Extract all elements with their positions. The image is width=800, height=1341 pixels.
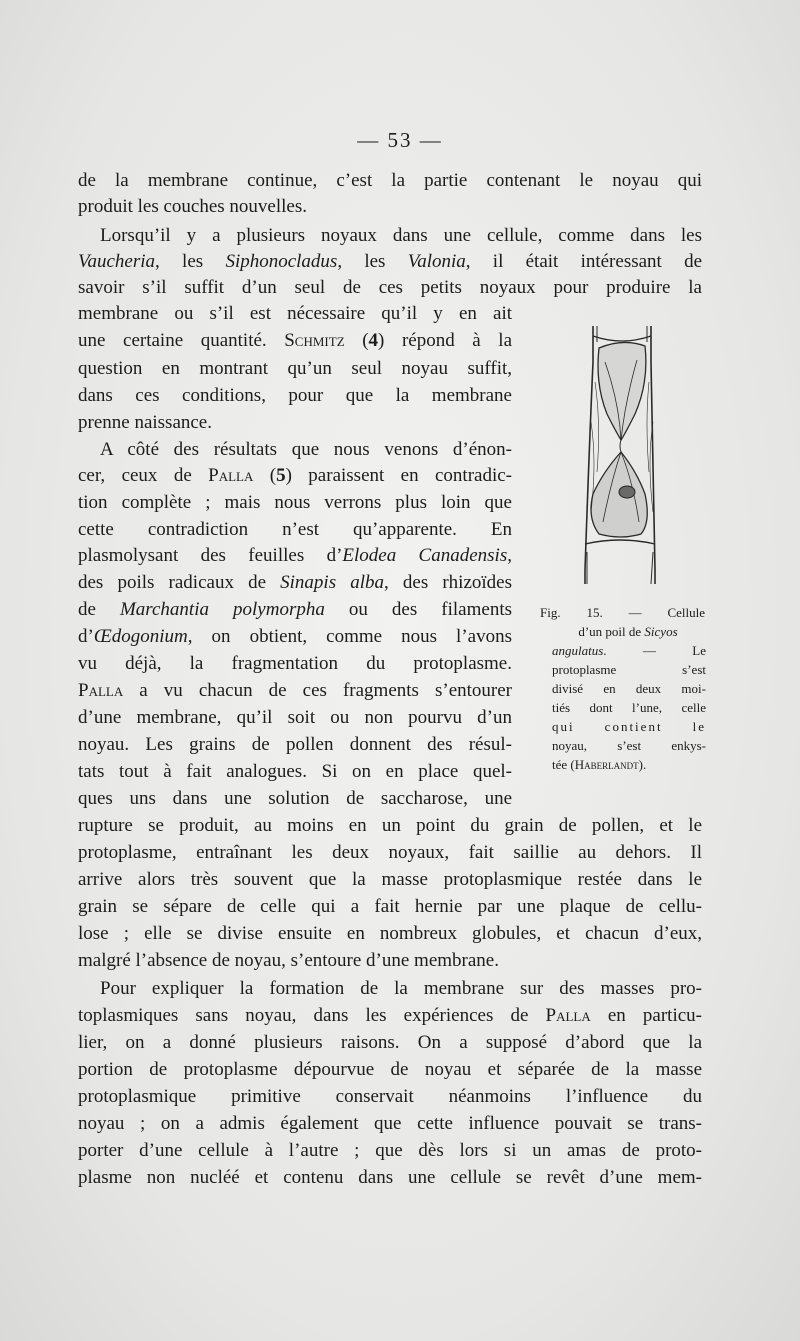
text-run: ( [253,465,277,486]
cell-wall-right [651,326,655,584]
text-run: une certaine quantité. [78,330,285,351]
text-line: ques uns dans une solution de saccharose, une [78,788,512,809]
text-line [78,1003,702,1029]
text-run: ou des filaments [324,599,513,620]
caption-line [552,756,706,773]
text-line: protoplasme, entraînant les deux noyaux, fait saillie au dehors. Il [78,842,702,863]
text-line [78,678,512,704]
text-line: prenne naissance. [78,412,212,433]
text-run: des poils radicaux de [78,572,281,593]
text-line: porter d’une cellule à l’autre ; que dès lors si un amas de proto- [78,1140,702,1161]
text-line [78,543,512,569]
text-run: , les [337,251,408,272]
text-run: d’ [78,626,94,647]
text-line: question en montrant qu’un seul noyau suffit, [78,358,512,379]
species-name: Marchantia polymorpha [119,599,325,620]
text-line [78,463,512,489]
text-line: A côté des résultats que nous venons d’énon- [100,439,512,460]
cell-illustration [575,322,661,590]
text-line [78,570,512,596]
text-line: grain se sépare de celle qui a fait hernie par une plaque de cellu- [78,896,702,917]
page-number: — 53 — [357,128,443,152]
species-name: angulatus [552,643,604,658]
text-run: ). [638,757,647,772]
text-run: , des rhizoïdes [384,572,512,593]
species-name: Vaucheria [78,251,156,272]
text-run: ( [344,330,369,351]
text-run: tée ( [552,757,575,772]
text-line: cette contradiction n’est qu’apparente. En [78,519,512,540]
text-run: , les [155,251,226,272]
text-line: arrive alors très souvent que la masse protoplasmique restée dans le [78,869,702,890]
text-run: en particu- [590,1005,702,1026]
species-name: Siphonocladus [225,251,338,272]
text-run: , on obtient, comme nous l’avons [187,626,512,647]
text-run: a vu chacun de ces fragments s’entourer [123,680,512,701]
caption-line: qui contient le [552,719,706,734]
text-line: produit les couches nouvelles. [78,196,308,217]
species-name: Valonia [407,251,466,272]
caption-line: divisé en deux moi- [552,681,706,696]
text-run: cer, ceux de [78,465,209,486]
text-run: , [507,545,512,566]
text-line: de la membrane continue, c’est la partie contenant le noyau qui [78,170,702,191]
species-name: Œdogonium [93,626,188,647]
text-line: noyau ; on a admis également que cette influence pouvait se trans- [78,1113,702,1134]
reference-number: 5 [276,465,286,486]
caption-line: noyau, s’est enkys- [552,738,706,753]
author-name: Haberlandt [574,757,639,772]
caption-line: protoplasme s’est [552,662,706,677]
text-run: . — Le [603,643,706,658]
text-line: savoir s’il suffit d’un seul de ces petits noyaux pour produire la [78,277,702,298]
caption-line [550,623,706,640]
author-name: Palla [208,465,254,486]
text-line: lose ; elle se divise ensuite en nombreux globules, et chacun d’eux, [78,923,702,944]
text-line: d’une membrane, qu’il soit ou non pourvu d’un [78,707,512,728]
text-run: d’un poil de [578,624,645,639]
text-line: tats tout à fait analogues. Si on en place quel- [78,761,512,782]
text-line: portion de protoplasme dépourvue de noyau et séparée de la masse [78,1059,702,1080]
caption-line: tiés dont l’une, celle [552,700,706,715]
text-run: ) paraissent en contradic- [285,465,512,486]
author-name: Palla [78,680,124,701]
text-run: toplasmiques sans noyau, dans les expériences de [78,1005,546,1026]
text-run: ) répond à la [378,330,513,351]
text-line: noyau. Les grains de pollen donnent des résul- [78,734,512,755]
text-line: tion complète ; mais nous verrons plus loin que [78,492,512,513]
text-line: dans ces conditions, pour que la membrane [78,385,512,406]
cell-wall-left [585,326,593,584]
author-name: Palla [545,1005,591,1026]
author-name: Schmitz [284,330,345,351]
text-run: de [78,599,120,620]
reference-number: 4 [368,330,379,351]
nucleus [619,486,635,498]
species-name: Sicyos [644,624,678,639]
text-line: vu déjà, la fragmentation du protoplasme. [78,653,512,674]
text-run: plasmolysant des feuilles d’ [78,545,343,566]
text-line: rupture se produit, au moins en un point du grain de pollen, et le [78,815,702,836]
text-line [78,624,512,650]
text-line [78,328,512,354]
text-line: malgré l’absence de noyau, s’entoure d’une membrane. [78,950,499,971]
text-line: Lorsqu’il y a plusieurs noyaux dans une cellule, comme dans les [100,225,702,246]
text-line: membrane ou s’il est nécessaire qu’il y en ait [78,303,512,324]
caption-line: Fig. 15. — Cellule [540,605,705,620]
text-line: lier, on a donné plusieurs raisons. On a supposé d’abord que la [78,1032,702,1053]
text-run: , il était intéressant de [465,251,703,272]
caption-line [552,642,706,659]
text-line [78,597,512,623]
protoplasm-upper [598,342,646,440]
text-line [78,249,702,275]
text-line: protoplasmique primitive conservait néanmoins l’influence du [78,1086,702,1107]
species-name: Sinapis alba [280,572,385,593]
text-line: plasme non nucléé et contenu dans une cellule se revêt d’une mem- [78,1167,702,1188]
text-line: Pour expliquer la formation de la membrane sur des masses pro- [100,978,702,999]
species-name: Elodea Canadensis [342,545,508,566]
